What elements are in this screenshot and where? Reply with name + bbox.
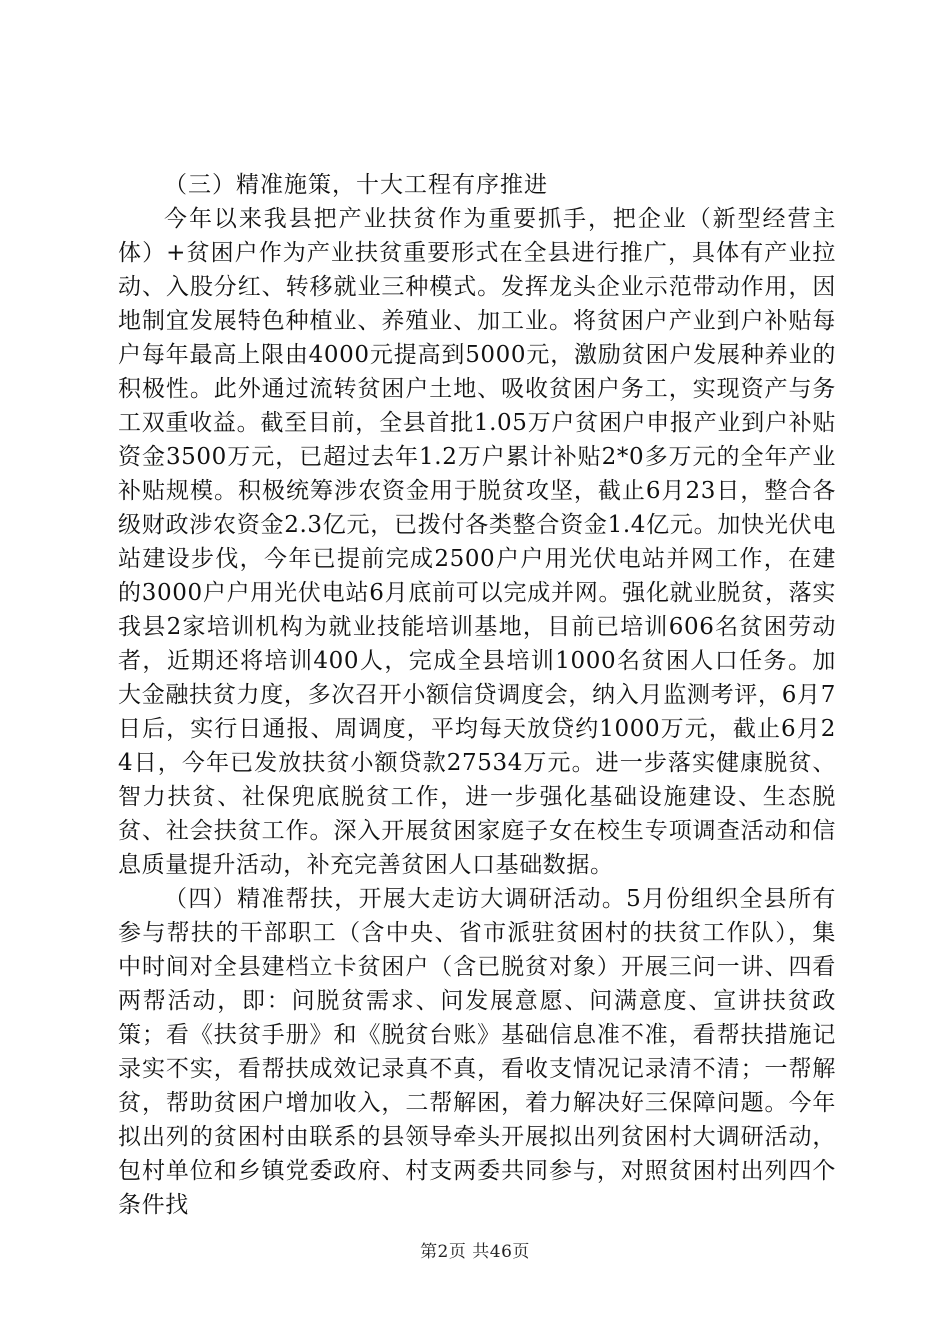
body-paragraph: 今年以来我县把产业扶贫作为重要抓手，把企业（新型经营主体）+贫困户作为产业扶贫重要形式在全县进行推广，具体有产业拉动、入股分红、转移就业三种模式。发挥龙头企业示范带动作用，因地制宜发展特色种植业、养殖业、加工业。将贫困户产业到户补贴每户每年最高上限由4000元提高到5000元，激励贫困户发展种养业的积极性。此外通过流转贫困户土地、吸收贫困户务工，实现资产与务工双重收益。截至目前，全县首批1.05万户贫困户申报产业到户补贴资金3500万元，已超过去年1.2万户累计补贴2*0多万元的全年产业补贴规模。积极统筹涉农资金用于脱贫攻坚，截止6月23日，整合各级财政涉农资金2.3亿元，已拨付各类整合资金1.4亿元。加快光伏电站建设步伐，今年已提前完成2500户户用光伏电站并网工作，在建的3000户户用光伏电站6月底前可以完成并网。强化就业脱贫，落实我县2家培训机构为就业技能培训基地，目前已培训606名贫困劳动者，近期还将培训400人，完成全县培训1000名贫困人口任务。加大金融扶贫力度，多次召开小额信贷调度会，纳入月监测考评，6月7日后，实行日通报、周调度，平均每天放贷约1000万元，截止6月24日，今年已发放扶贫小额贷款27534万元。进一步落实健康脱贫、智力扶贫、社保兜底脱贫工作，进一步强化基础设施建设、生态脱贫、社会扶贫工作。深入开展贫困家庭子女在校生专项调查活动和信息质量提升活动，补充完善贫困人口基础数据。 bbox=[118, 206, 836, 878]
page-number-footer: 第2页 共46页 bbox=[420, 1242, 530, 1262]
section-heading: （三）精准施策，十大工程有序推进 bbox=[164, 172, 548, 198]
document-body bbox=[118, 168, 836, 1222]
body-paragraph: （四）精准帮扶，开展大走访大调研活动。5月份组织全县所有参与帮扶的干部职工（含中央、省市派驻贫困村的扶贫工作队），集中时间对全县建档立卡贫困户（含已脱贫对象）开展三问一讲、四看两帮活动，即：问脱贫需求、问发展意愿、问满意度、宣讲扶贫政策；看《扶贫手册》和《脱贫台账》基础信息准不准，看帮扶措施记录实不实，看帮扶成效记录真不真，看收支情况记录清不清；一帮解贫，帮助贫困户增加收入，二帮解困，着力解决好三保障问题。今年拟出列的贫困村由联系的县领导牵头开展拟出列贫困村大调研活动，包村单位和乡镇党委政府、村支两委共同参与，对照贫困村出列四个条件找 bbox=[118, 886, 836, 1218]
